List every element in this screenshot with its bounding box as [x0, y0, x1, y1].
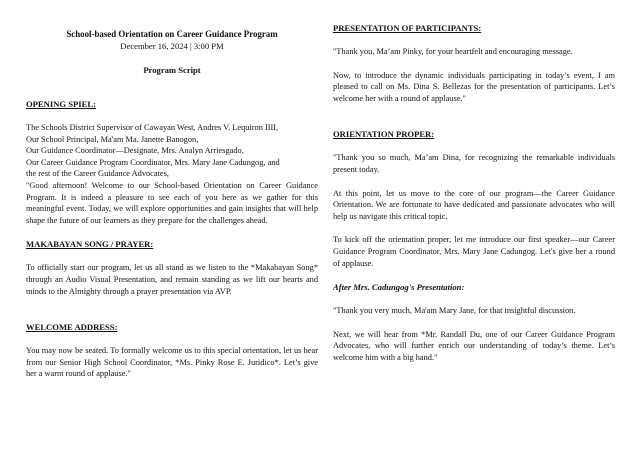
welcome-address-heading: WELCOME ADDRESS:: [26, 322, 118, 333]
makabayan-heading: MAKABAYAN SONG / PRAYER:: [26, 239, 154, 250]
right-page: [333, 0, 615, 364]
orientation-proper-heading: ORIENTATION PROPER:: [333, 129, 435, 140]
opening-line-2: Our School Principal, Ma'am Ma. Janette Banogon,: [26, 134, 199, 144]
document-date: December 16, 2024 | 3:00 PM: [120, 41, 224, 51]
orientation-paragraph-2: At this point, let us move to the core of our program—the Career Guidance Orientation. We are fortunate to have dedicated and passionate advocates who will help us navigate this critical topic.: [333, 188, 615, 221]
opening-line-1: The Schools District Supervisor of Cawayan West, Andres V. Lequiron IIII,: [26, 123, 279, 132]
orientation-paragraph-1: "Thank you so much, Ma’am Dina, for recognizing the remarkable individuals present today.: [333, 153, 615, 174]
participants-paragraph-1: "Thank you, Ma’am Pinky, for your heartfelt and encouraging message.: [333, 47, 573, 56]
makabayan-paragraph: To officially start our program, let us all stand as we listen to the *Makabayan Song* through an Audio Visual Presentation, and remain standing as we lift our hearts and minds to the Almighty through a prayer presentation via AVP.: [26, 263, 318, 296]
left-page: [26, 0, 318, 380]
document-subtitle: Program Script: [143, 65, 201, 75]
opening-spiel-heading: OPENING SPIEL:: [26, 99, 96, 109]
opening-line-3: Our Guidance Coordinator—Designate, Mrs. Analyn Arriesgado,: [26, 146, 244, 156]
document-title: School-based Orientation on Career Guidance Program: [66, 29, 278, 39]
after-presentation-heading: After Mrs. Cadungog's Presentation:: [333, 282, 465, 293]
orientation-paragraph-3: To kick off the orientation proper, let me introduce our first speaker—our Career Guidance Program Coordinator, Mrs. Mary Jane Cadungog. Let's give her a round of applause.: [333, 235, 615, 268]
participants-paragraph-2: Now, to introduce the dynamic individuals participating in today’s event, I am pleased to call on Ms. Dina S. Bellezas for the presentation of participants. Let’s welcome her with a round of applause.": [333, 70, 615, 103]
opening-paragraph: "Good afternoon! Welcome to our School-based Orientation on Career Guidance Program. It is indeed a pleasure to see each of you here as we gather for this meaningful event. Today, we will explore opportunities and gain insights that will help shape the future of our learners as they prepare for the challenges ahead.: [26, 180, 318, 225]
after-paragraph-1: "Thank you very much, Ma'am Mary Jane, for that insightful discussion.: [333, 306, 576, 316]
opening-line-5: the rest of the Career Guidance Advocates,: [26, 169, 169, 179]
welcome-address-paragraph: You may now be seated. To formally welcome us to this special orientation, let us hear from our Senior High School Coordinator, *Ms. Pinky Rose E. Juridico*. Let’s give her a warm round of applause.": [26, 346, 318, 379]
participants-heading: PRESENTATION OF PARTICIPANTS:: [333, 23, 482, 33]
opening-line-4: Our Career Guidance Program Coordinator, Mrs. Mary Jane Cadungog, and: [26, 157, 280, 167]
after-paragraph-2: Next, we will hear from *Mr. Randall Du, one of our Career Guidance Program Advocates, who will further enrich our understanding of today’s theme. Let’s welcome him with a big hand.": [333, 329, 615, 362]
